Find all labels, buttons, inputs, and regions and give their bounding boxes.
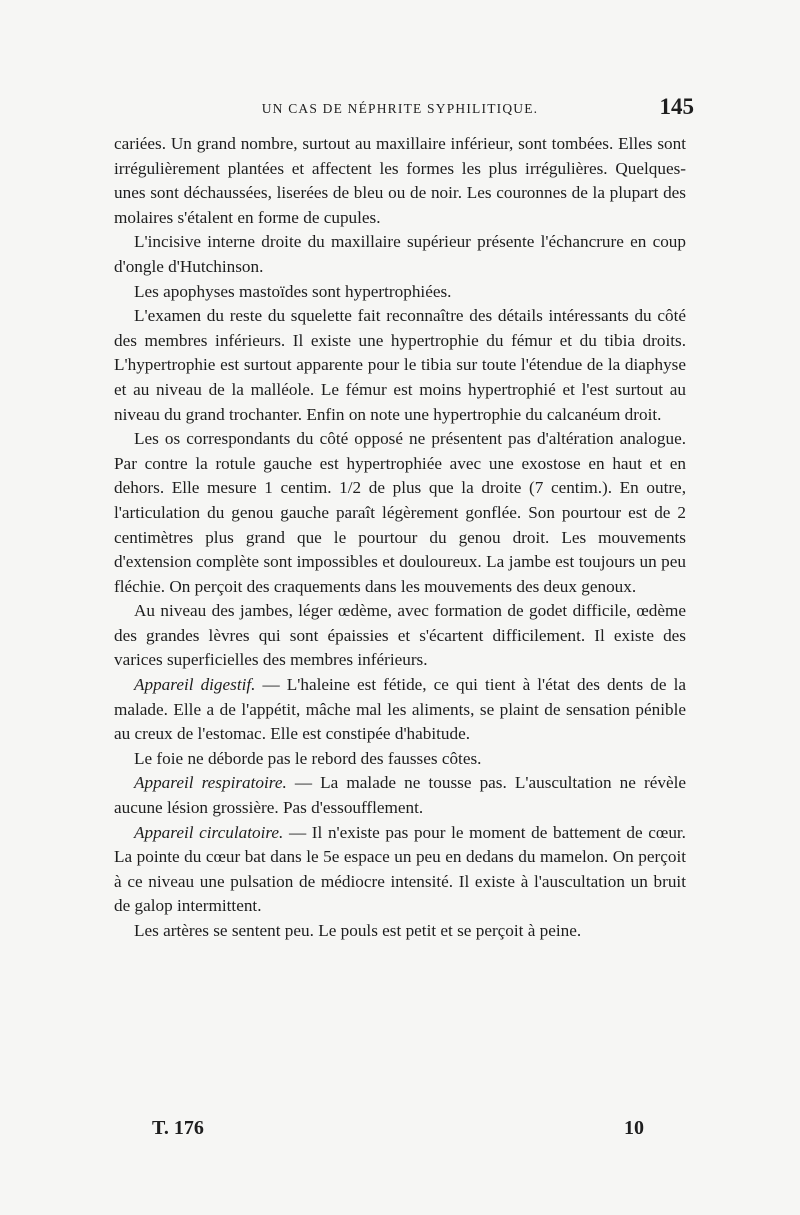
paragraph: Les apophyses mastoïdes sont hypertrophiées. bbox=[134, 281, 452, 301]
body-text bbox=[114, 132, 686, 944]
sheet-number: 10 bbox=[624, 1117, 644, 1139]
paragraph: Appareil respiratoire. — La malade ne tousse pas. L'auscultation ne révèle aucune lésion grossière. Pas d'essoufflement. bbox=[114, 773, 686, 818]
paragraph: Les os correspondants du côté opposé ne présentent pas d'altération analogue. Par contre la rotule gauche est hypertrophiée avec une exostose en haut et en dehors. Elle mesure 1 centim. 1/2 de plus que la droite (7 centim.). En outre, l'articulation du genou gauche paraît légèrement gonflée. Son pourtour est de 2 centimètres plus grand que le pourtour du genou droit. Les mouvements d'extension complète sont impossibles et douloureux. La jambe est toujours un peu fléchie. On perçoit des craquements dans les mouvements des deux genoux. bbox=[114, 429, 686, 596]
section-title: Appareil respiratoire. bbox=[134, 773, 287, 793]
paragraph: Les artères se sentent peu. Le pouls est petit et se perçoit à peine. bbox=[134, 921, 582, 940]
running-title: UN CAS DE NÉPHRITE SYPHILITIQUE. bbox=[261, 101, 539, 116]
page-header bbox=[114, 94, 694, 126]
signature-mark: T. 176 bbox=[152, 1117, 204, 1139]
paragraph: Appareil digestif. — L'haleine est fétide, ce qui tient à l'état des dents de la malade. Elle a de l'appétit, mâche mal les aliments, se plaint de sensation pénible au creux de l'estomac. Elle est constipée d'habitude. bbox=[114, 675, 686, 744]
page-footer bbox=[152, 1117, 644, 1147]
paragraph: Au niveau des jambes, léger œdème, avec formation de godet difficile, œdème des grandes lèvres qui sont épaissies et s'écartent difficilement. Il existe des varices superficielles des membres inférieurs. bbox=[114, 601, 686, 670]
paragraph: cariées. Un grand nombre, surtout au maxillaire inférieur, sont tombées. Elles sont irrégulièrement plantées et affectent les formes les plus irrégulières. Quelques-unes sont déchaussées, liserées de bleu ou de noir. Les couronnes de la plupart des molaires s'étalent en forme de cupules. bbox=[114, 134, 686, 227]
paragraph: Appareil circulatoire. — Il n'existe pas pour le moment de battement de cœur. La pointe du cœur bat dans le 5e espace un peu en dedans du mamelon. On perçoit à ce niveau une pulsation de médiocre intensité. Il existe à l'auscultation un bruit de galop intermittent. bbox=[114, 822, 686, 916]
paragraph: L'incisive interne droite du maxillaire supérieur présente l'échancrure en coup d'ongle d'Hutchinson. bbox=[114, 232, 686, 276]
section-title: Appareil digestif. bbox=[134, 675, 256, 695]
section-title: Appareil circulatoire. bbox=[134, 822, 284, 842]
page-number: 145 bbox=[659, 94, 694, 119]
paragraph: L'examen du reste du squelette fait reconnaître des détails intéressants du côté des membres inférieurs. Il existe une hypertrophie du fémur et du tibia droits. L'hypertrophie est surtout apparente pour le tibia sur toute l'étendue de la diaphyse et au niveau de la malléole. Le fémur est moins hypertrophié et l'est surtout au niveau du grand trochanter. Enfin on note une hypertrophie du calcanéum droit. bbox=[114, 306, 686, 424]
paragraph: Le foie ne déborde pas le rebord des fausses côtes. bbox=[134, 748, 482, 768]
